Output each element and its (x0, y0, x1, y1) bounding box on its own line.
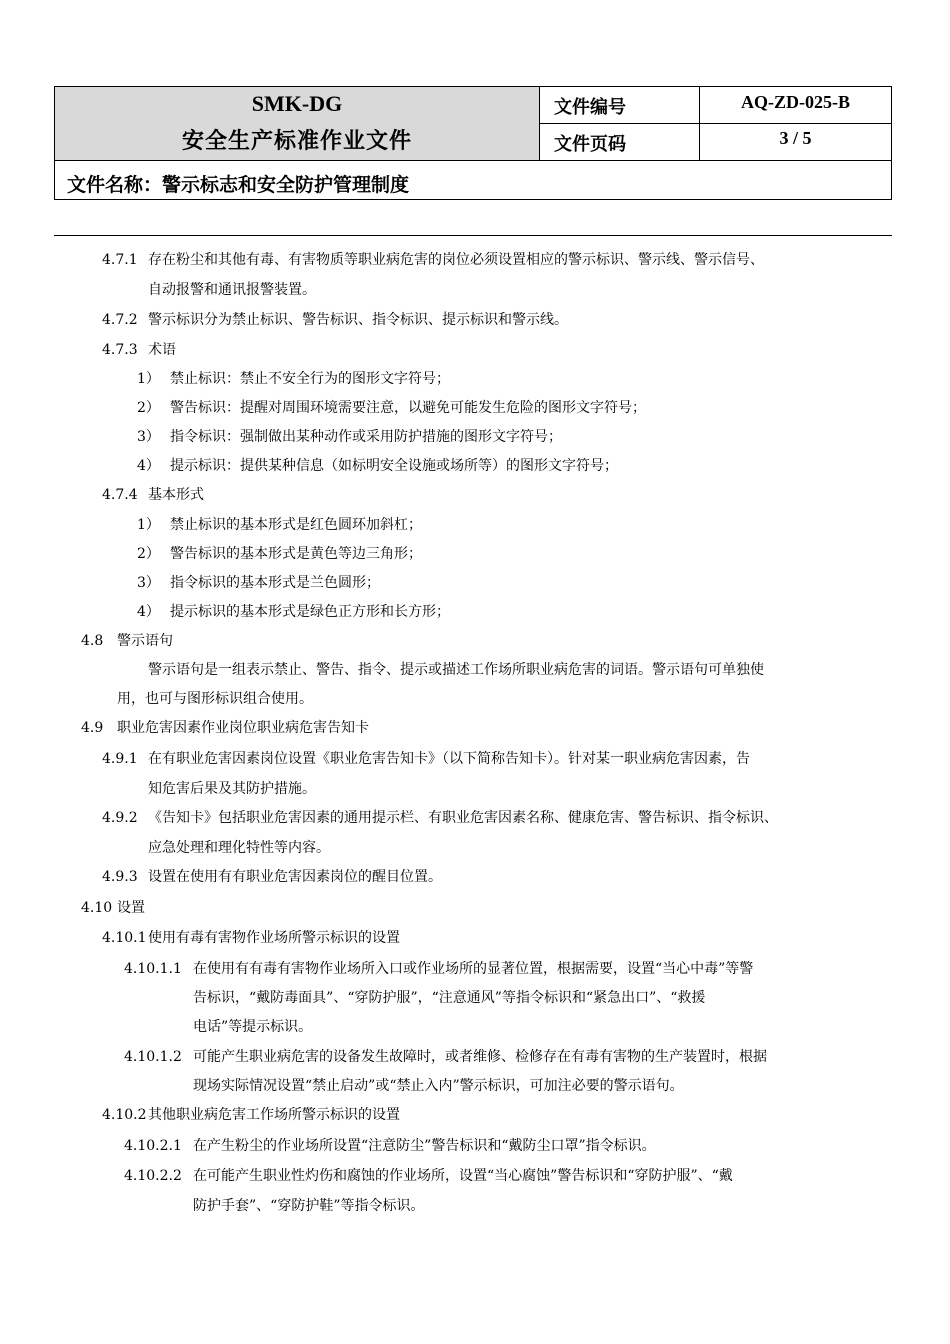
section-heading: 警示语句 (117, 633, 173, 649)
doc-name: 文件名称：警示标志和安全防护管理制度 (67, 174, 410, 196)
paragraph-line: 存在粉尘和其他有毒、有害物质等职业病危害的岗位必须设置相应的警示标识、警示线、警示信号、 (148, 252, 764, 268)
paragraph-line: 现场实际情况设置“禁止启动”或“禁止入内”警示标识，可加注必要的警示语句。 (193, 1078, 684, 1094)
list-number: 2） (137, 400, 160, 416)
paragraph-line: 在使用有有毒有害物作业场所入口或作业场所的显著位置，根据需要，设置“当心中毒”等警 (193, 961, 754, 977)
paragraph-line: 告标识，“戴防毒面具”、“穿防护服”，“注意通风”等指令标识和“紧急出口”、“救援 (193, 990, 706, 1006)
list-item: 禁止标识的基本形式是红色圆环加斜杠； (170, 517, 422, 533)
section-heading: 使用有毒有害物作业场所警示标识的设置 (148, 930, 400, 946)
paragraph-line: 在有职业危害因素岗位设置《职业危害告知卡》（以下简称告知卡）。针对某一职业病危害因素，告 (148, 751, 750, 767)
header-divider (54, 235, 892, 236)
section-number: 4.7.2 (102, 312, 138, 328)
section-number: 4.9.2 (102, 810, 138, 826)
list-item: 禁止标识：禁止不安全行为的图形文字符号； (170, 371, 450, 387)
section-number: 4.9.1 (102, 751, 138, 767)
list-item: 警告标识的基本形式是黄色等边三角形； (170, 546, 422, 562)
section-number: 4.10.2 (102, 1107, 147, 1123)
paragraph-line: 防护手套”、“穿防护鞋”等指令标识。 (193, 1198, 425, 1214)
section-heading: 职业危害因素作业岗位职业病危害告知卡 (117, 720, 369, 736)
list-number: 3） (137, 429, 160, 445)
paragraph-line: 自动报警和通讯报警装置。 (148, 282, 316, 298)
paragraph-line: 应急处理和理化特性等内容。 (148, 840, 330, 856)
company-name: SMK-DG (251, 91, 343, 116)
doc-category: 安全生产标准作业文件 (181, 128, 412, 154)
list-number: 1） (137, 371, 160, 387)
list-number: 4） (137, 458, 160, 474)
section-number: 4.10.1.1 (124, 961, 182, 977)
paragraph-line: 《告知卡》包括职业危害因素的通用提示栏、有职业危害因素名称、健康危害、警告标识、指令标识、 (148, 810, 778, 826)
paragraph-line: 知危害后果及其防护措施。 (148, 781, 316, 797)
section-number: 4.10 (81, 900, 113, 916)
section-number: 4.10.2.2 (124, 1168, 182, 1184)
paragraph-line: 警示语句是一组表示禁止、警告、指令、提示或描述工作场所职业病危害的词语。警示语句可单独使 (148, 662, 764, 678)
section-number: 4.7.1 (102, 252, 138, 268)
page-label: 文件页码 (540, 124, 700, 161)
list-number: 4） (137, 604, 160, 620)
doc-no-value: AQ-ZD-025-B (700, 87, 891, 124)
page-value: 3 / 5 (700, 124, 891, 161)
section-number: 4.9 (81, 720, 104, 736)
list-number: 3） (137, 575, 160, 591)
list-item: 指令标识的基本形式是兰色圆形； (170, 575, 380, 591)
paragraph-line: 电话”等提示标识。 (193, 1019, 313, 1035)
section-number: 4.10.2.1 (124, 1138, 182, 1154)
section-number: 4.8 (81, 633, 104, 649)
section-heading: 基本形式 (148, 487, 204, 503)
paragraph-line: 设置在使用有有职业危害因素岗位的醒目位置。 (148, 869, 442, 885)
header-title-block (55, 87, 540, 161)
list-item: 提示标识的基本形式是绿色正方形和长方形； (170, 604, 450, 620)
section-number: 4.10.1 (102, 930, 147, 946)
section-number: 4.9.3 (102, 869, 138, 885)
list-item: 警告标识：提醒对周围环境需要注意，以避免可能发生危险的图形文字符号； (170, 400, 646, 416)
section-number: 4.7.3 (102, 342, 138, 358)
section-heading: 其他职业病危害工作场所警示标识的设置 (148, 1107, 400, 1123)
document-header (54, 86, 892, 200)
paragraph-line: 用，也可与图形标识组合使用。 (117, 691, 313, 707)
list-number: 2） (137, 546, 160, 562)
section-heading: 设置 (117, 900, 145, 916)
section-number: 4.7.4 (102, 487, 138, 503)
paragraph-line: 警示标识分为禁止标识、警告标识、指令标识、提示标识和警示线。 (148, 312, 568, 328)
paragraph-line: 在产生粉尘的作业场所设置“注意防尘”警告标识和“戴防尘口罩”指令标识。 (193, 1138, 656, 1154)
list-number: 1） (137, 517, 160, 533)
section-number: 4.10.1.2 (124, 1049, 182, 1065)
doc-no-label: 文件编号 (540, 87, 700, 124)
section-heading: 术语 (148, 342, 176, 358)
list-item: 提示标识：提供某种信息（如标明安全设施或场所等）的图形文字符号； (170, 458, 618, 474)
paragraph-line: 在可能产生职业性灼伤和腐蚀的作业场所，设置“当心腐蚀”警告标识和“穿防护服”、“戴 (193, 1168, 733, 1184)
list-item: 指令标识：强制做出某种动作或采用防护措施的图形文字符号； (170, 429, 562, 445)
paragraph-line: 可能产生职业病危害的设备发生故障时，或者维修、检修存在有毒有害物的生产装置时，根据 (193, 1049, 767, 1065)
